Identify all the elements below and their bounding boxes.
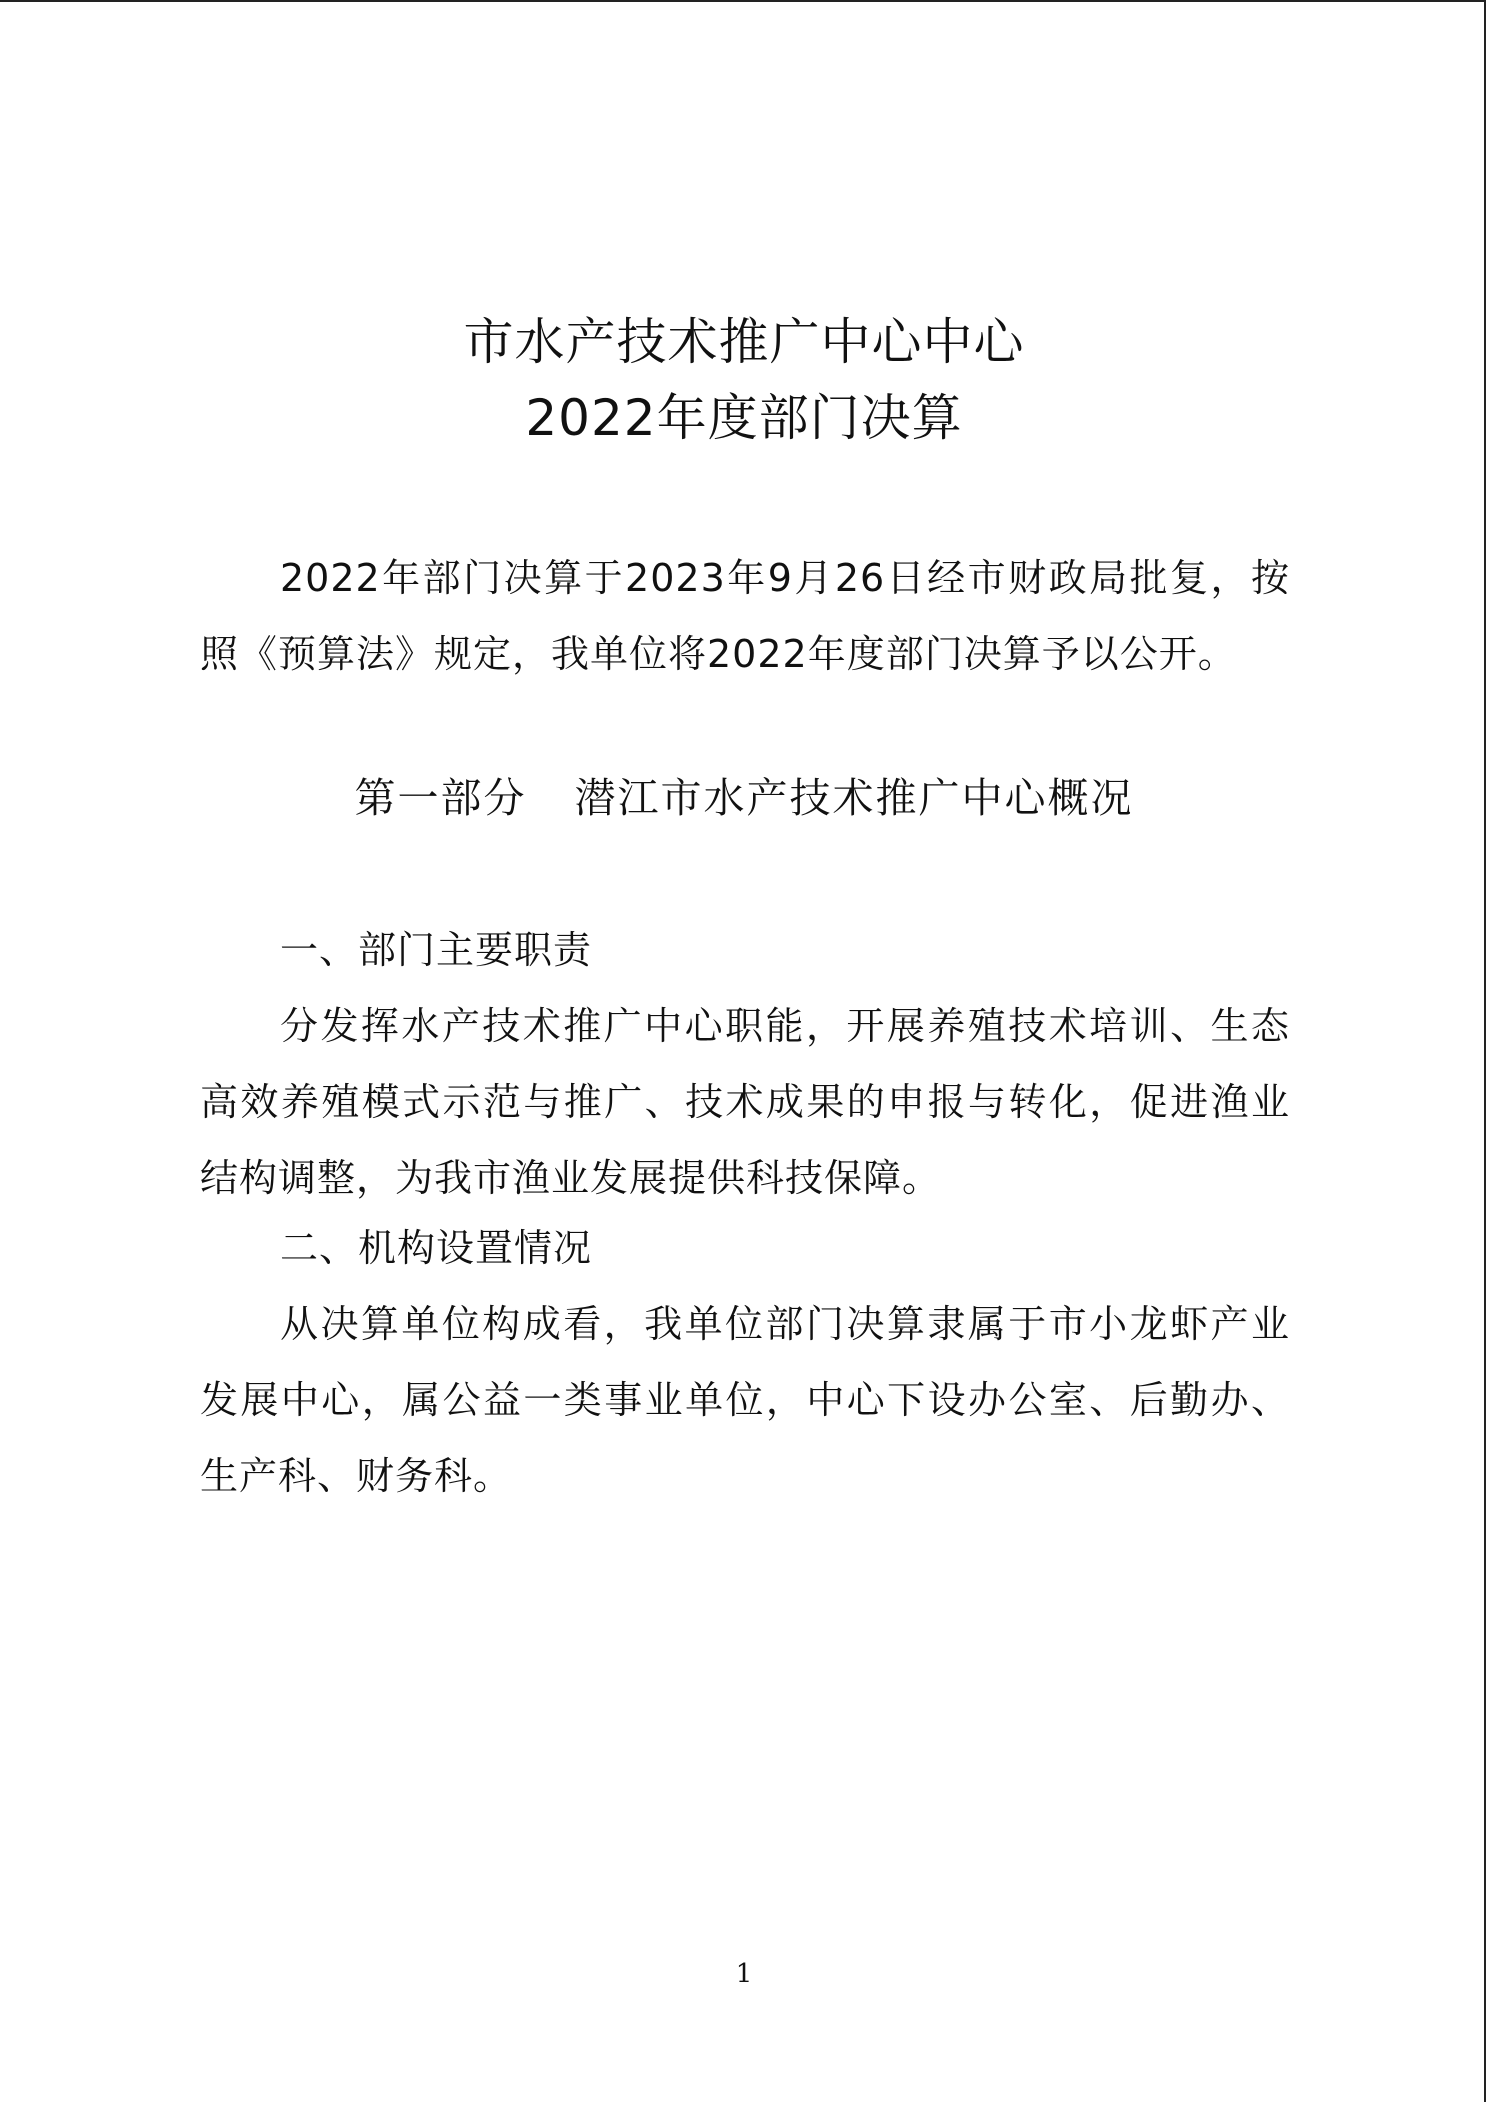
intro-paragraph: 2022年部门决算于2023年9月26日经市财政局批复，按照《预算法》规定，我单位将2022年度部门决算予以公开。 <box>200 556 1290 676</box>
part-heading-title: 潜江市水产技术推广中心概况 <box>574 774 1134 822</box>
document-title-line2: 2022年度部门决算 <box>525 389 963 447</box>
section-heading-organization: 二、机构设置情况 <box>280 1226 593 1270</box>
section-body-duties: 分发挥水产技术推广中心职能，开展养殖技术培训、生态高效养殖模式示范与推广、技术成果的申报与转化，促进渔业结构调整，为我市渔业发展提供科技保障。 <box>200 1004 1290 1200</box>
part-heading <box>0 760 1488 836</box>
page-number: 1 <box>735 1959 753 1989</box>
part-heading-label: 第一部分 <box>354 774 527 822</box>
section-body-organization: 从决算单位构成看，我单位部门决算隶属于市小龙虾产业发展中心，属公益一类事业单位，中心下设办公室、后勤办、生产科、财务科。 <box>200 1302 1290 1498</box>
document-title-line1: 市水产技术推广中心中心 <box>463 313 1025 371</box>
section-heading-duties: 一、部门主要职责 <box>280 928 593 972</box>
